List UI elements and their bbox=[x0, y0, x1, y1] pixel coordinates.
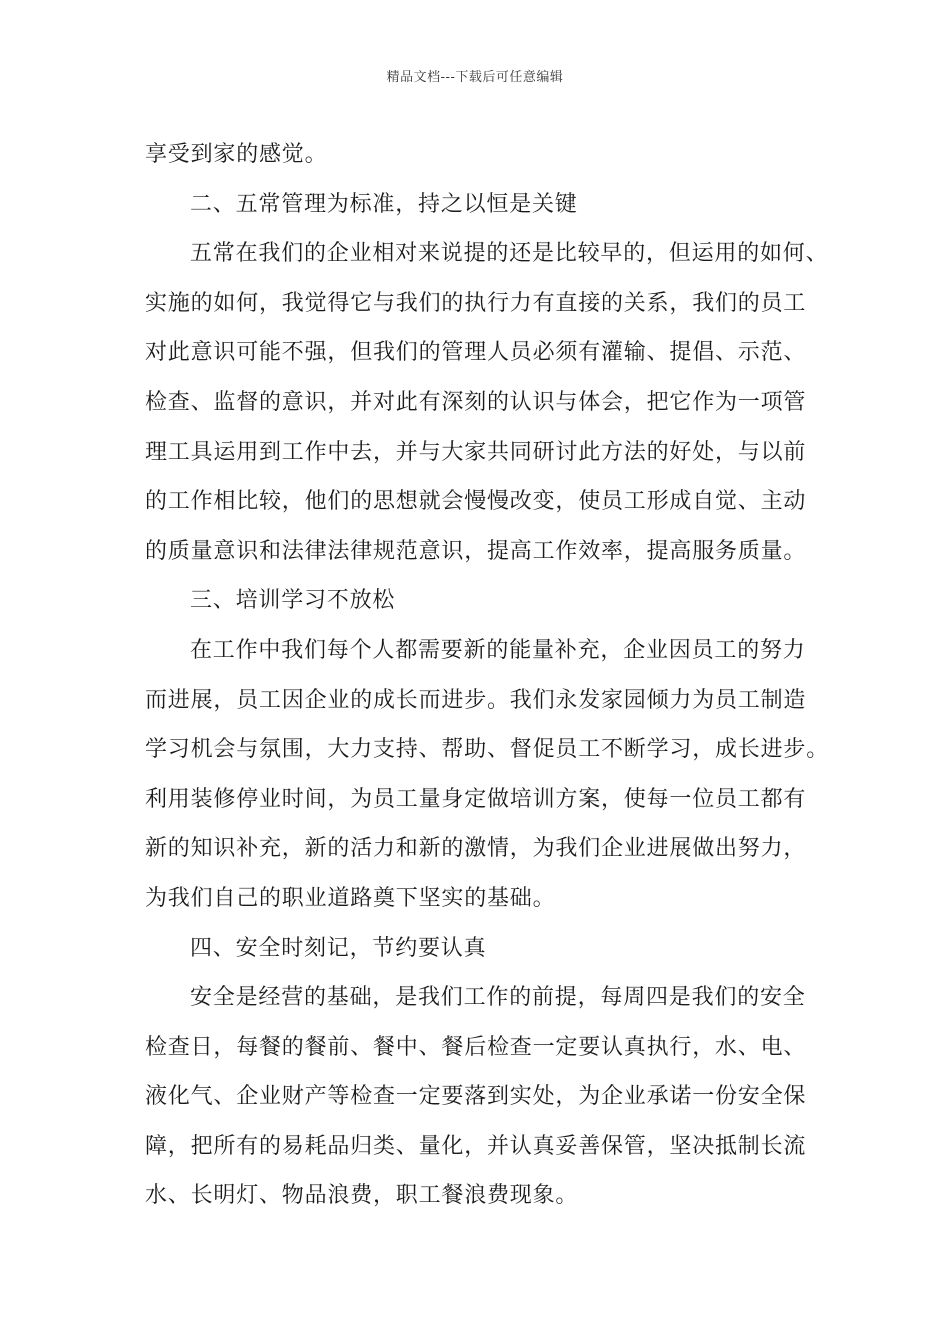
section-heading: 四、安全时刻记，节约要认真 bbox=[190, 935, 487, 961]
paragraph-line: 利用装修停业时间，为员工量身定做培训方案，使每一位员工都有 bbox=[145, 786, 807, 812]
paragraph-line: 学习机会与氛围，大力支持、帮助、督促员工不断学习，成长进步。 bbox=[145, 737, 830, 763]
page-header: 精品文档---下载后可任意编辑 bbox=[386, 70, 564, 85]
paragraph-line: 障，把所有的易耗品归类、量化，并认真妥善保管，坚决抵制长流 bbox=[145, 1133, 807, 1159]
paragraph-line: 为我们自己的职业道路奠下坚实的基础。 bbox=[145, 885, 556, 911]
paragraph-line: 检查日，每餐的餐前、餐中、餐后检查一定要认真执行，水、电、 bbox=[145, 1034, 807, 1060]
paragraph-line: 检查、监督的意识，并对此有深刻的认识与体会，把它作为一项管 bbox=[145, 389, 807, 415]
paragraph-line: 实施的如何，我觉得它与我们的执行力有直接的关系，我们的员工 bbox=[145, 290, 807, 316]
paragraph-line: 安全是经营的基础，是我们工作的前提，每周四是我们的安全 bbox=[190, 985, 806, 1011]
paragraph-line: 五常在我们的企业相对来说提的还是比较早的，但运用的如何、 bbox=[190, 241, 829, 267]
paragraph-line: 对此意识可能不强，但我们的管理人员必须有灌输、提倡、示范、 bbox=[145, 340, 807, 366]
section-heading: 二、五常管理为标准，持之以恒是关键 bbox=[190, 191, 578, 217]
paragraph-line: 液化气、企业财产等检查一定要落到实处，为企业承诺一份安全保 bbox=[145, 1084, 807, 1110]
paragraph-line: 的质量意识和法律法律规范意识，提高工作效率，提高服务质量。 bbox=[145, 538, 807, 564]
paragraph-line: 在工作中我们每个人都需要新的能量补充，企业因员工的努力 bbox=[190, 637, 806, 663]
paragraph-line: 理工具运用到工作中去，并与大家共同研讨此方法的好处，与以前 bbox=[145, 439, 807, 465]
paragraph-line: 水、长明灯、物品浪费，职工餐浪费现象。 bbox=[145, 1183, 579, 1209]
paragraph-line: 的工作相比较，他们的思想就会慢慢改变，使员工形成自觉、主动 bbox=[145, 489, 807, 515]
section-heading: 三、培训学习不放松 bbox=[190, 588, 396, 614]
paragraph-line: 新的知识补充，新的活力和新的激情，为我们企业进展做出努力， bbox=[145, 836, 807, 862]
paragraph-line: 而进展，员工因企业的成长而进步。我们永发家园倾力为员工制造 bbox=[145, 687, 807, 713]
paragraph-line: 享受到家的感觉。 bbox=[145, 142, 328, 167]
document-body bbox=[145, 130, 835, 1221]
